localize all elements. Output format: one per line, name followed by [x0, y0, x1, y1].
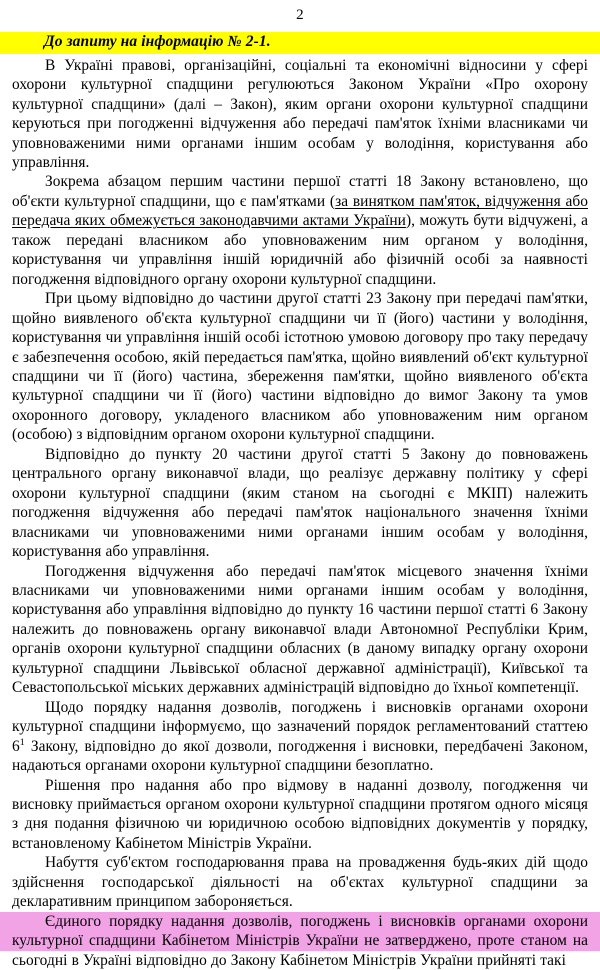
information-request-reference: До запиту на інформацію № 2-1.: [44, 33, 271, 50]
paragraph-4: Відповідно до пункту 20 частини другої статті 5 Закону до повноважень центрального органу виконавчої влади, що реалізує державну політику у сфері охорони культурної спадщини (яким станом на сьогодні є МКІП) належить погодження відчуження або передачі пам'яток національного значення їхніми власниками чи уповноваженими ними органами іншим особам у володіння, користування або управління.: [12, 445, 588, 561]
paragraph-2-underlined-clause: за винятком пам'яток, відчуження або передача яких обмежується законодавчими актами України: [12, 192, 588, 230]
article-superscript: 1: [19, 736, 25, 748]
paragraph-3: При цьому відповідно до частини другої статті 23 Закону при передачі пам'ятки, щойно виявленого об'єкта культурної спадщини чи її (його) частини у володіння, користування чи управління іншій особі істотною умовою договору про таку передачу є забезпечення особою, якій передається пам'ятка, щойно виявлений об'єкт культурної спадщини чи її (його) частина, збереження пам'ятки, щойно виявленого об'єкта культурної спадщини чи її (його) частини відповідно до вимог Закону та умов охоронного договору, укладеного власником або уповноваженим ним органом (особою) з відповідним органом охорони культурної спадщини.: [12, 290, 588, 444]
paragraph-2: [12, 172, 588, 289]
paragraph-6-part-3: Закону, відповідно до якої дозволи, погодження і висновки, передбачені Законом, надаються органами охорони культурної спадщини безоплатно.: [12, 737, 588, 775]
pink-highlight-block: [12, 912, 588, 970]
page-number: 2: [296, 7, 304, 23]
paragraph-7: Рішення про надання або про відмову в наданні дозволу, погодження чи висновку приймається органом охорони культурної спадщини протягом одного місяця з дня подання фізичною чи юридичною особою відповідних документів у порядку, встановленому Кабінетом Міністрів України.: [12, 776, 588, 852]
document-body: [0, 56, 600, 970]
paragraph-2-part-1: Зокрема абзацом першим частини першої статті 18 Закону встановлено, що об'єкти культурної спадщини, що є пам'ятками (: [12, 173, 588, 210]
paragraph-8: Набуття суб'єктом господарювання права на провадження будь-яких дій щодо здійснення господарської діяльності на об'єктах культурної спадщини за декларативним принципом забороняється.: [12, 854, 588, 911]
paragraph-6: [12, 698, 588, 776]
paragraph-1: В Україні правові, організаційні, соціальні та економічні відносини у сфері охорони культурної спадщини регулюються Законом України «Про охорону культурної спадщини» (далі – Закон), яким органи охорони культурної спадщини керуються при погодженні відчуження або передачі пам'яток їхніми власниками чи уповноваженими ними органами іншим особам у володіння, користування або управління.: [12, 56, 588, 171]
paragraph-2-part-3: ), можуть бути відчужені, а також передані власником або уповноваженим ним органом у володіння, користування чи управління іншій юридичній або фізичній особі за наявності погодження відповідного органу охорони культурної спадщини.: [12, 212, 588, 288]
paragraph-5: Погодження відчуження або передачі пам'яток місцевого значення їхніми власниками чи уповноваженими ними органами іншим особам у володіння, користування або управління відповідно до пункту 16 частини першої статті 6 Закону належить до повноважень органу виконавчої влади Автономної Республіки Крим, органів охорони культурної спадщини обласних (в даному випадку органу охорони культурної спадщини Львівської обласної державної адміністрації), Київської та Севастопольської міських державних адміністрацій відповідно до їхньої компетенції.: [12, 562, 588, 697]
paragraph-9: Єдиного порядку надання дозволів, погоджень і висновків органами охорони культурної спадщини Кабінетом Міністрів України не затверджено, проте станом на сьогодні в Україні відповідно до Закону Кабінетом Міністрів України прийняті такі: [12, 912, 588, 969]
yellow-highlight-band: [0, 32, 600, 54]
paragraph-6-part-1: Щодо порядку надання дозволів, погоджень і висновків органами охорони культурної спадщини інформуємо, що зазначений порядок регламентований статтею 6: [12, 698, 588, 755]
